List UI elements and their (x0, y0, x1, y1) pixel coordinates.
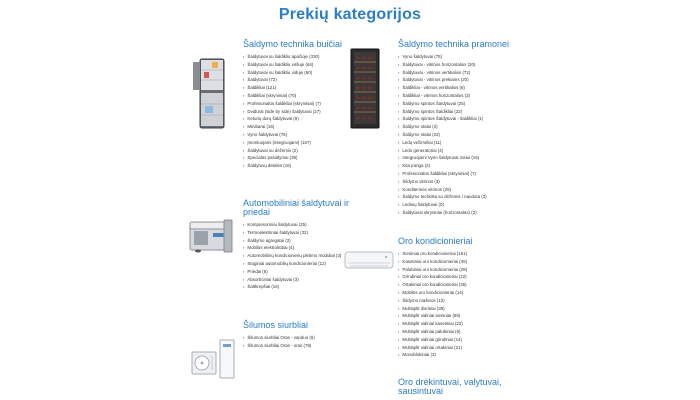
category-car-refrigerators (243, 199, 353, 291)
cooler-box-icon[interactable] (188, 218, 234, 254)
heat-pump-icon[interactable] (190, 338, 240, 380)
list-item[interactable]: ▪ Šaldytuvai su dėžėmis (2) (243, 147, 393, 155)
category-industrial-refrigeration (398, 40, 568, 217)
list-item[interactable]: ▪ Absorbciniai šaldytuvai (3) (243, 276, 353, 284)
category-title[interactable]: Šaldymo technika buičiai (243, 39, 343, 49)
list-item[interactable]: ▪ Multisplit vidiniai palubiniai (6) (398, 328, 568, 336)
list-item[interactable]: ▪ Sieniniai oro kondicionieriai (161) (398, 250, 568, 258)
list-item[interactable]: ▪ Multisplit vidiniai ortakiniai (21) (398, 344, 568, 352)
list-item[interactable]: ▪ Termoelektriniai šaldytuvai (32) (243, 229, 353, 237)
list-item[interactable]: ▪ Šaldytuvai (72) (243, 76, 393, 84)
list-item[interactable]: ▪ Šaldytuvai - vitrinos prekiams (20) (398, 76, 568, 84)
list-item[interactable]: ▪ Konditerinės vitrinos (25) (398, 186, 568, 194)
category-humidifiers (398, 378, 548, 400)
list-item[interactable]: ▪ Profesionalūs šaldikliai (skryniniai) (7) (398, 170, 568, 178)
air-conditioner-icon[interactable] (344, 250, 394, 272)
category-title[interactable]: Šaldymo technika pramonei (398, 39, 510, 49)
list-item[interactable]: ▪ Šaldymo technika su dėžėmis / naudota (3) (398, 193, 568, 201)
list-item[interactable]: ▪ Priedai (6) (243, 268, 353, 276)
list-item[interactable]: ▪ Multisplit vidiniai kasetiniai (23) (398, 320, 568, 328)
list-item[interactable]: ▪ Šaldytuvų detalės (16) (243, 162, 393, 170)
list-item[interactable]: ▪ Multisplit išoriniai (39) (398, 305, 568, 313)
list-item[interactable]: ▪ Šildymo mašinos (12) (398, 297, 568, 305)
list-item[interactable]: ▪ Šaldikliai - vitrinos horizontalios (3) (398, 92, 568, 100)
list-item[interactable]: ▪ Monoblokiniai (3) (398, 351, 568, 359)
list-item[interactable]: ▪ Šaldikliai (skryniniai) (70) (243, 92, 393, 100)
list-item[interactable]: ▪ Šaldikliai (121) (243, 84, 393, 92)
list-item[interactable]: ▪ Šilumos siurbliai Oras - oras (78) (243, 342, 373, 350)
list-item[interactable]: ▪ Profesionalūs šaldikliai (skryniniai) (7) (243, 100, 393, 108)
refrigerator-icon[interactable] (192, 58, 232, 130)
page-title: Prekių kategorijos (278, 6, 422, 23)
list-item[interactable]: ▪ Šaldymo spintos Šaldytuvai (25) (398, 100, 568, 108)
list-item[interactable]: ▪ Mobilūs elektrokūbai (4) (243, 244, 353, 252)
list-item[interactable]: ▪ Automobilinių kondicionierių plėtimo moduliai (3) (243, 252, 353, 260)
list-item[interactable]: ▪ Vyno šaldytuvai (75) (398, 53, 568, 61)
list-item[interactable]: ▪ Šaldymo stalai (22) (398, 131, 568, 139)
list-item[interactable]: ▪ Vyno šaldytuvai (75) (243, 131, 393, 139)
list-item[interactable]: ▪ Šaldytuvai su šaldikliu viršuje (64) (243, 61, 393, 69)
list-item[interactable]: ▪ Integruojami Vyno šaldytuvai rūsiui (15) (398, 154, 568, 162)
list-item[interactable]: ▪ Šaldytuvai skryniniai (horizontalūs) (2) (398, 209, 568, 217)
list-item[interactable]: ▪ Stoginiai automobilių kondicionieriai (12) (243, 260, 353, 268)
list-item[interactable]: ▪ Šilumos siurbliai Oras - vanduo (6) (243, 334, 373, 342)
list-item[interactable]: ▪ Keturių durų šaldytuvai (9) (243, 115, 393, 123)
list-item[interactable]: ▪ Šaldikliai - vitrinos vertikalios (8) (398, 84, 568, 92)
list-item[interactable]: ▪ Kompresoriniai šaldytuvai (25) (243, 221, 353, 229)
list-item[interactable]: ▪ Ortakiniai oro kondicionieriai (36) (398, 281, 568, 289)
list-item[interactable]: ▪ Ledų vežimėliai (11) (398, 139, 568, 147)
list-item[interactable]: ▪ Ledinių šaldytuvai (0) (398, 201, 568, 209)
list-item[interactable]: ▪ Kita įranga (2) (398, 162, 568, 170)
list-item[interactable]: ▪ Mobilūs oro kondicionieriai (14) (398, 289, 568, 297)
list-item[interactable]: ▪ Įmontuojami (integruojami) (157) (243, 139, 393, 147)
list-item[interactable]: ▪ Multisplit vidiniai grindiniai (14) (398, 336, 568, 344)
list-item[interactable]: ▪ Šaldymo spintos Šaldikliai (22) (398, 108, 568, 116)
list-item[interactable]: ▪ Šildymo vitrinos (3) (398, 178, 568, 186)
list-item[interactable]: ▪ Minibarai (16) (243, 123, 393, 131)
list-item[interactable]: ▪ Šaldytuvai - vitrinos vertikalios (72) (398, 69, 568, 77)
list-item[interactable]: ▪ Šaldymo spintos Šaldytuvai - šaldikliai (1) (398, 115, 568, 123)
list-item[interactable]: ▪ Šaldymo stalai (3) (398, 123, 568, 131)
list-item[interactable]: ▪ Šaldytuvai - vitrinos horizontalios (20) (398, 61, 568, 69)
category-heat-pumps (243, 321, 373, 350)
list-item[interactable]: ▪ Multisplit vidiniai sieniniai (69) (398, 312, 568, 320)
category-title[interactable]: Šilumos siurbliai (243, 320, 309, 330)
list-item[interactable]: ▪ Šaldytuvai su šaldikliu viduje (60) (243, 69, 393, 77)
list-item[interactable]: ▪ Šaltkrepšiai (16) (243, 283, 353, 291)
category-title[interactable]: Oro drėkintuvai, valytuvai, sausintuvai (398, 377, 502, 396)
list-item[interactable]: ▪ Specialūs pasiūlymai (39) (243, 154, 393, 162)
list-item[interactable]: ▪ Šaldytuvai su šaldiklio apačioje (330) (243, 53, 393, 61)
list-item[interactable]: ▪ Palubiniai oro kondicionieriai (28) (398, 266, 568, 274)
list-item[interactable]: ▪ Grindiniai oro kondicionieriai (22) (398, 273, 568, 281)
list-item[interactable]: ▪ Šaldymo agregatai (2) (243, 237, 353, 245)
list-item[interactable]: ▪ Ledo generatoriai (4) (398, 147, 568, 155)
category-title[interactable]: Oro kondicionieriai (398, 236, 473, 246)
list-item[interactable]: ▪ Kasetiniai oro kondicionieriai (45) (398, 258, 568, 266)
list-item[interactable]: ▪ Dvidurai (side by side) šaldytuvai (27) (243, 108, 393, 116)
wine-cabinet-icon[interactable] (348, 48, 382, 130)
category-title[interactable]: Automobiliniai šaldytuvai ir priedai (243, 198, 350, 217)
category-air-conditioners (398, 237, 568, 359)
